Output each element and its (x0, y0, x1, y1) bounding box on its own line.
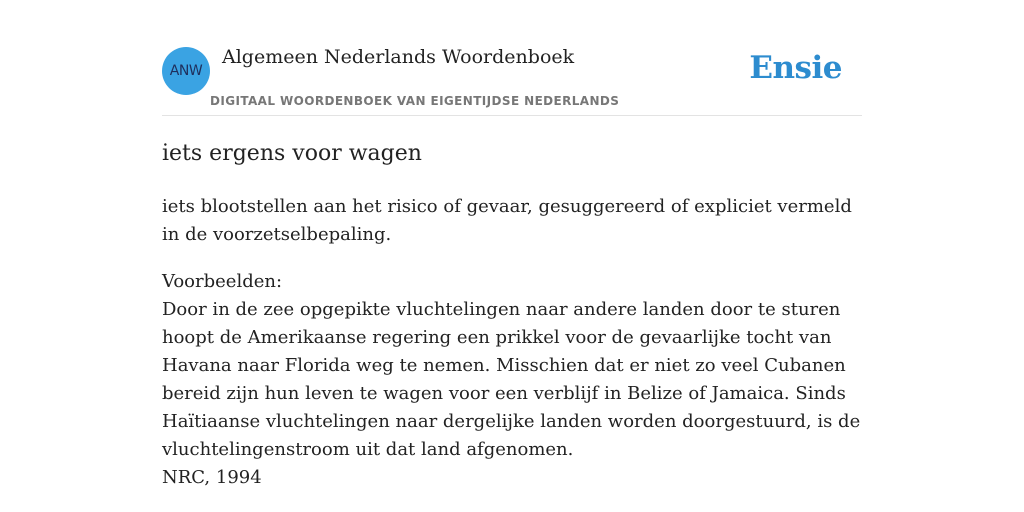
site-title[interactable]: Algemeen Nederlands Woordenboek (222, 46, 575, 68)
site-subtitle: DIGITAAL WOORDENBOEK VAN EIGENTIJDSE NEDERLANDS (210, 94, 620, 108)
page-header (162, 0, 862, 116)
ensie-brand-logo[interactable]: Ensie (749, 50, 842, 86)
entry-definition: iets blootstellen aan het risico of gevaar, gesuggereerd of expliciet vermeld in de voorzetselbepaling. (162, 196, 852, 245)
example-text: Door in de zee opgepikte vluchtelingen naar andere landen door te sturen hoopt de Amerikaanse regering een prikkel voor de gevaarlijke tocht van Havana naar Florida weg te nemen. Misschien dat er niet zo veel Cubanen bereid zijn hun leven te wagen voor een verblijf in Belize of Jamaica. Sinds Haïtiaanse vluchtelingen naar dergelijke landen worden doorgestuurd, is de vluchtelingenstroom uit dat land afgenomen. (162, 299, 861, 460)
examples-label: Voorbeelden: (162, 271, 283, 292)
example-source: NRC, 1994 (162, 467, 262, 488)
anw-logo[interactable]: ANW (162, 47, 210, 95)
dictionary-page (162, 0, 862, 512)
examples-section (162, 268, 862, 492)
entry-headword: iets ergens voor wagen (162, 141, 422, 166)
